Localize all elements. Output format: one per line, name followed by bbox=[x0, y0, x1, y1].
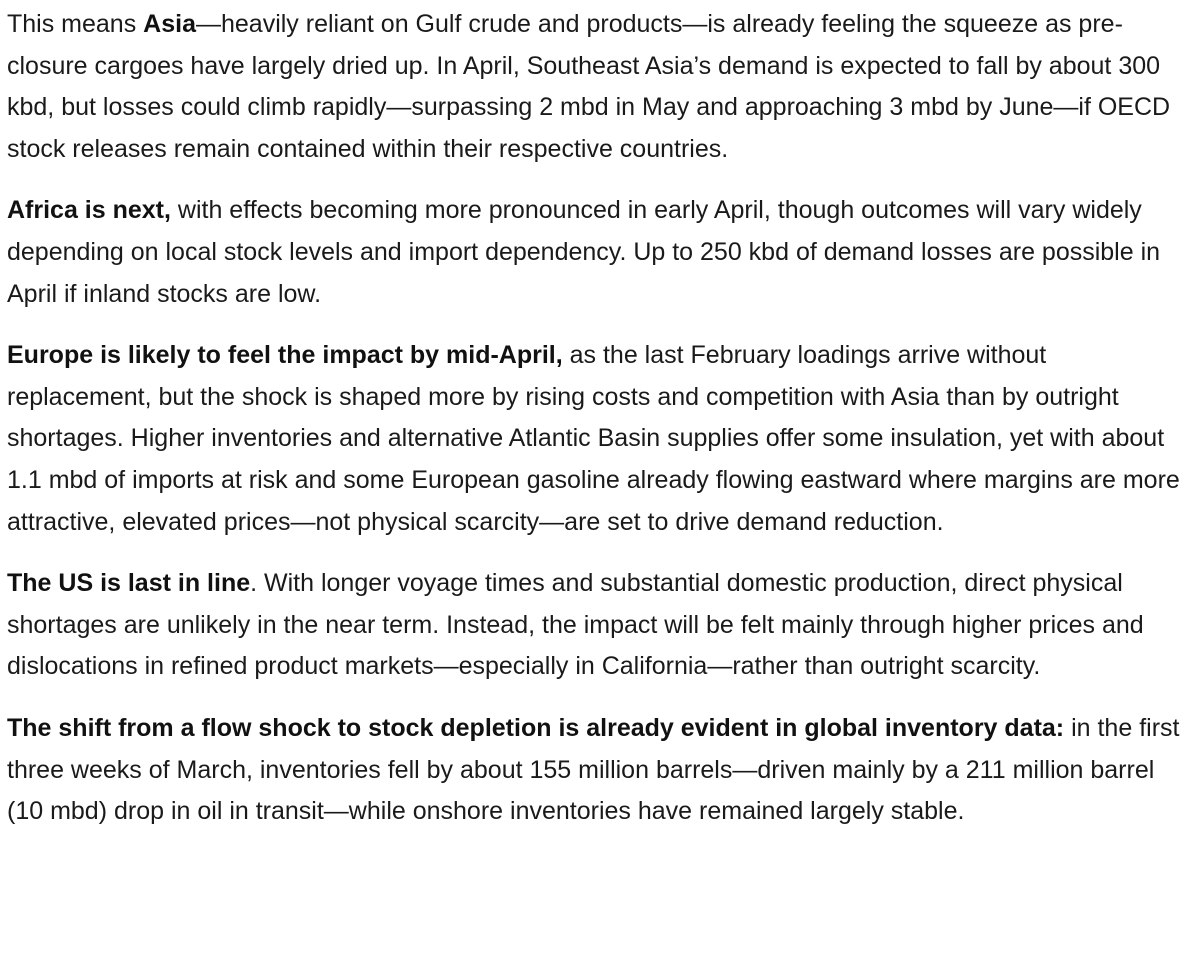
paragraph-text: in the first three weeks of March, inventories fell by about 155 million barrels—driven mainly by a 211 million barrel (10 mbd) drop in oil in transit—while onshore inventories have remained largely stable. bbox=[7, 713, 1180, 826]
paragraph-africa bbox=[7, 190, 1194, 315]
paragraph-lead-text: This means bbox=[7, 10, 144, 38]
paragraph-heading-europe: Europe is likely to feel the impact by mid-April, bbox=[7, 341, 563, 370]
paragraph-asia bbox=[7, 4, 1194, 170]
paragraph-heading-africa: Africa is next, bbox=[7, 196, 171, 225]
paragraph-heading-us: The US is last in line bbox=[7, 569, 251, 598]
paragraph-text: —heavily reliant on Gulf crude and products—is already feeling the squeeze as pre-closure cargoes have largely dried up. In April, Southeast Asia’s demand is expected to fall by about 300 kbd, but losses could climb rapidly—surpassing 2 mbd in May and approaching 3 mbd by June—if OECD stock releases remain contained within their respective countries. bbox=[7, 10, 1171, 163]
paragraph-heading-asia: Asia bbox=[143, 10, 196, 38]
paragraph-europe bbox=[7, 335, 1194, 543]
paragraph-us bbox=[7, 563, 1194, 688]
paragraph-text: with effects becoming more pronounced in early April, though outcomes will vary widely depending on local stock levels and import dependency. Up to 250 kbd of demand losses are possible in April if inland stocks are low. bbox=[7, 196, 1161, 308]
paragraph-text: . With longer voyage times and substantial domestic production, direct physical shortages are unlikely in the near term. Instead, the impact will be felt mainly through higher prices and dislocations in refined product markets—especially in California—rather than outright scarcity. bbox=[7, 569, 1144, 681]
paragraph-inventory bbox=[7, 708, 1194, 833]
paragraph-text: as the last February loadings arrive without replacement, but the shock is shaped more by rising costs and competition with Asia than by outright shortages. Higher inventories and alternative Atlantic Basin supplies offer some insulation, yet with about 1.1 mbd of imports at risk and some European gasoline already flowing eastward where margins are more attractive, elevated prices—not physical scarcity—are set to drive demand reduction. bbox=[7, 341, 1180, 536]
paragraph-heading-inventory: The shift from a flow shock to stock depletion is already evident in global inventory data: bbox=[7, 713, 1065, 742]
